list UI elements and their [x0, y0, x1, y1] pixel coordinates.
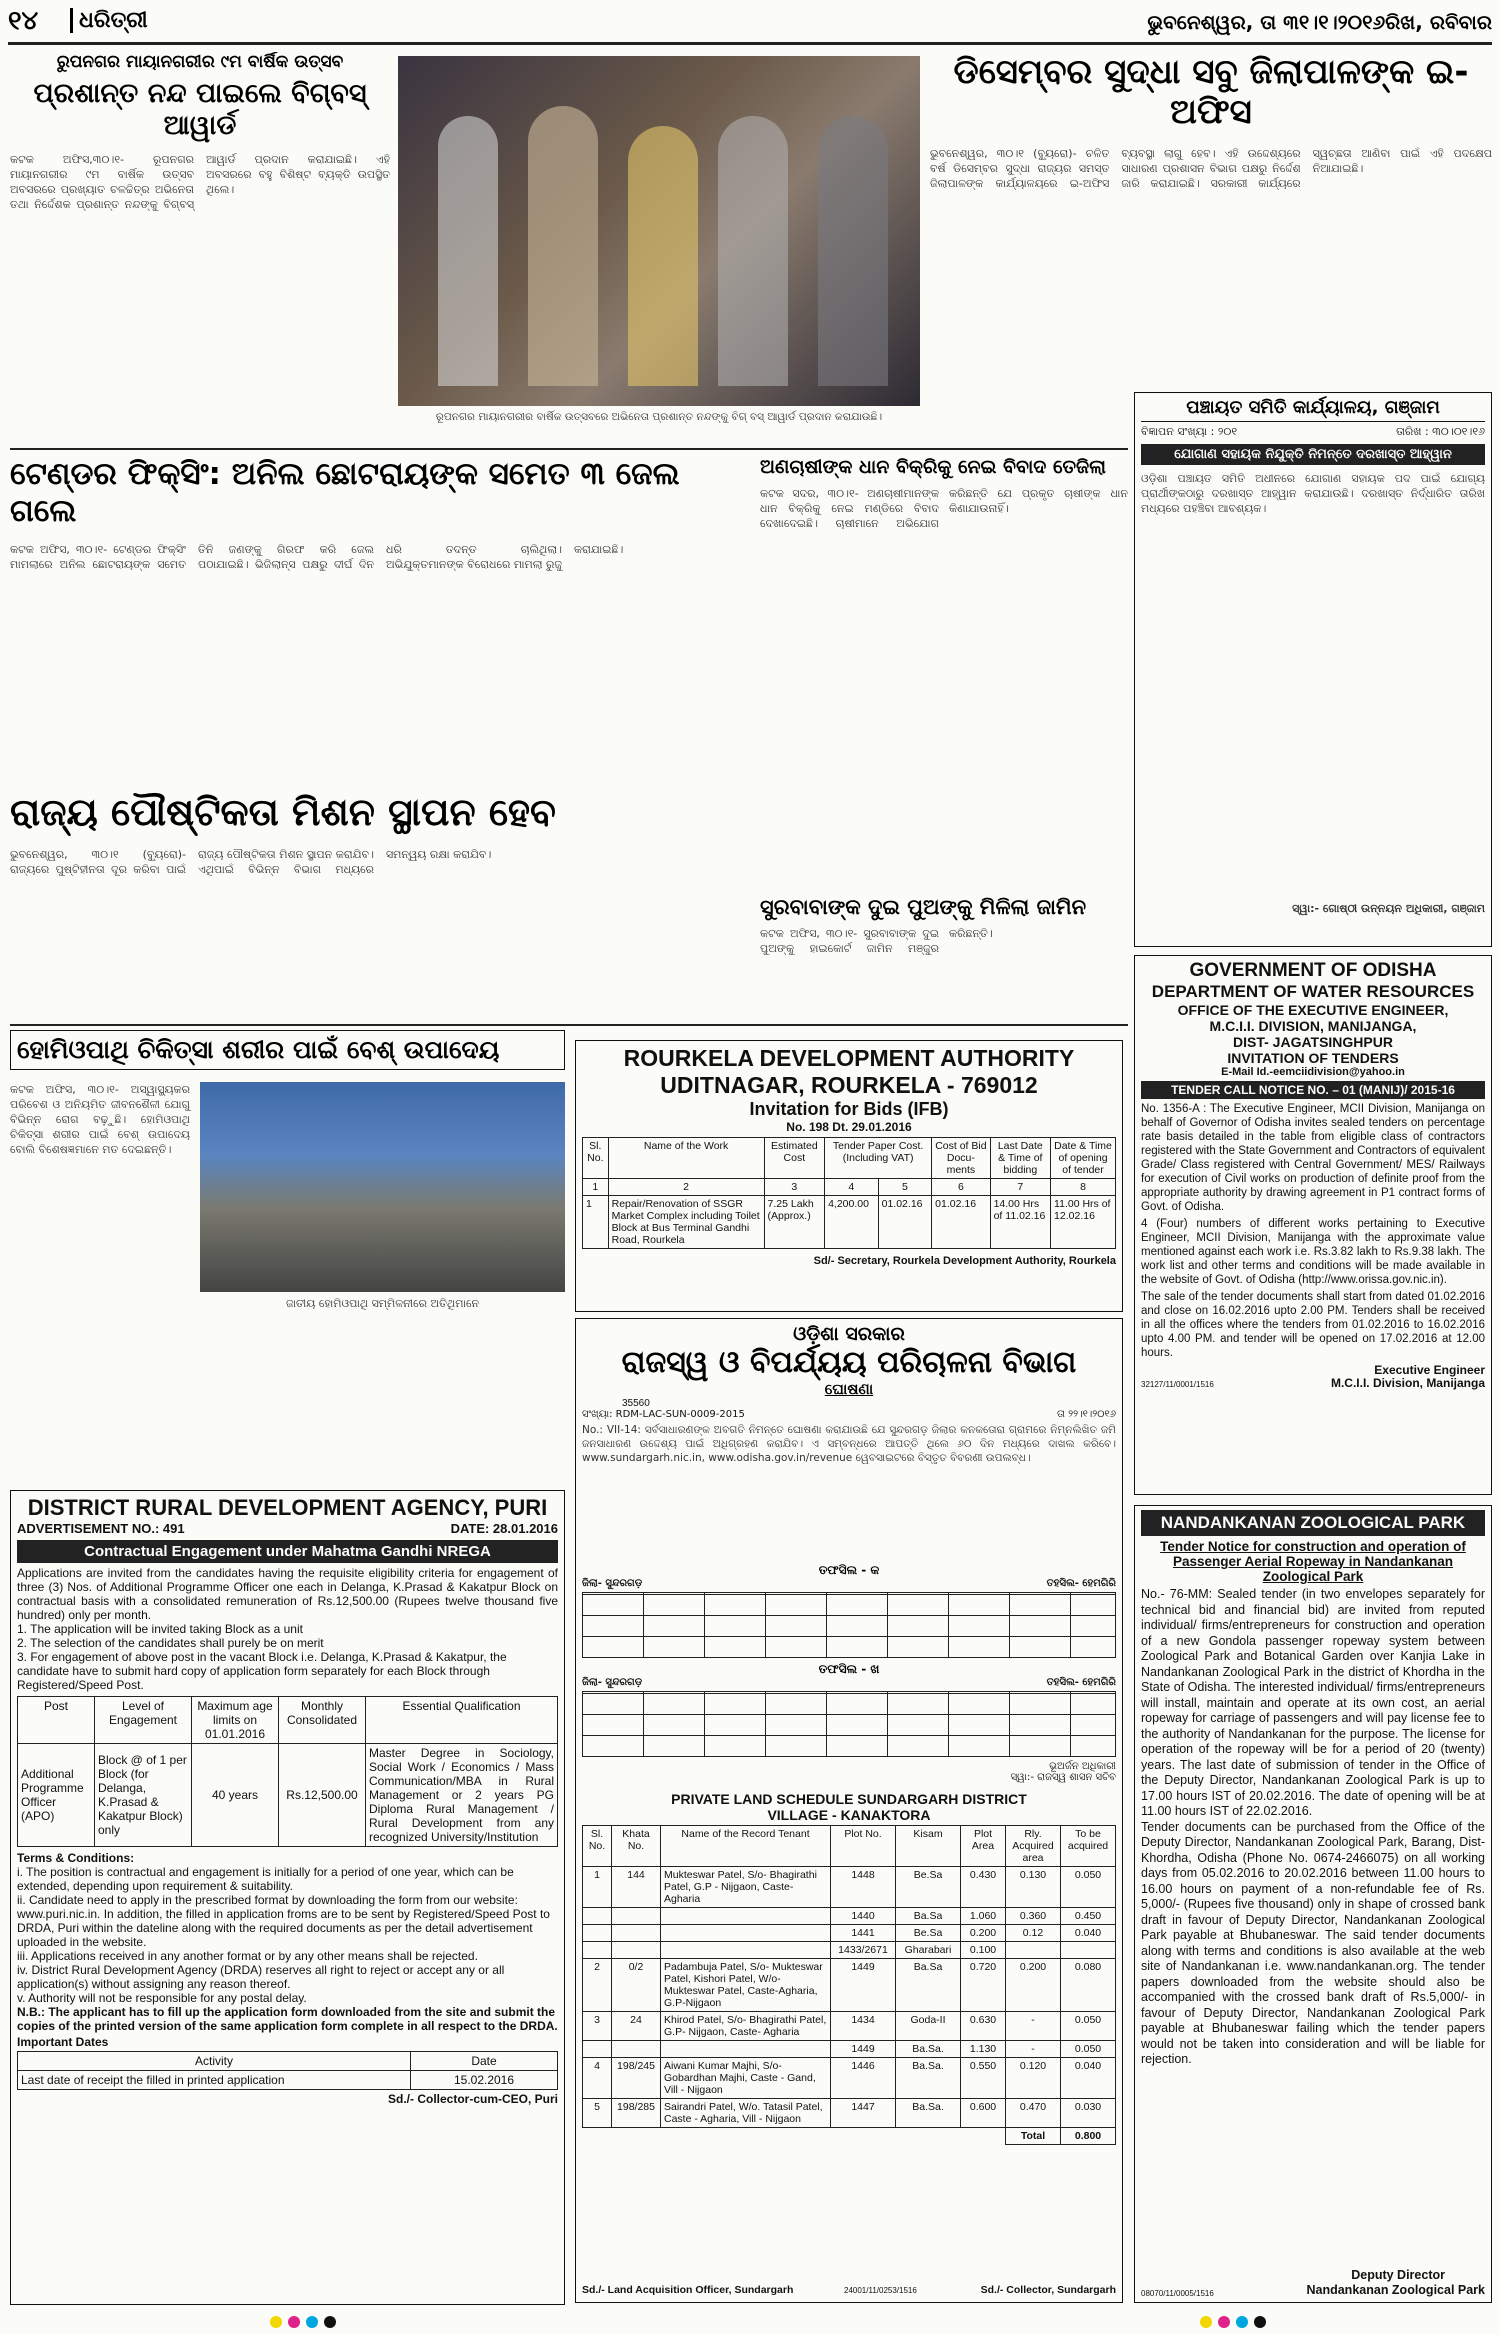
nk-title: NANDANKANAN ZOOLOGICAL PARK	[1141, 1510, 1485, 1536]
story-eoffice-headline: ଡିସେମ୍ବର ସୁଦ୍ଧା ସବୁ ଜିଲାପାଳଙ୍କ ଇ-ଅଫିସ	[953, 52, 1469, 132]
ls-total: 0.800	[1061, 2128, 1116, 2145]
rda-th-sl: Sl. No.	[583, 1138, 609, 1179]
rda-idx: 3	[764, 1179, 825, 1196]
wr-office: OFFICE OF THE EXECUTIVE ENGINEER,	[1177, 1002, 1449, 1018]
land-schedule-cell: 1.060	[961, 1908, 1006, 1925]
drda-cell: Block @ of 1 per Block (for Delanga, K.Prasad & Kakatpur Block) only	[95, 1744, 192, 1847]
rda-th-open: Date & Time of opening of tender	[1051, 1138, 1116, 1179]
rev-sched-b: ତଫସିଲ - ଖ	[818, 1662, 880, 1676]
land-schedule-row	[583, 2058, 1116, 2099]
drda-terms-title: Terms & Conditions:	[17, 1851, 135, 1865]
land-schedule-cell: 1433/2671	[831, 1942, 896, 1959]
drda-adv: ADVERTISEMENT NO.: 491	[17, 1521, 185, 1536]
drda-date: DATE: 28.01.2016	[450, 1521, 558, 1536]
land-schedule-cell: 4	[583, 2058, 612, 2099]
story-tender-fixing-body: କଟକ ଅଫିସ, ୩୦।୧- ଟେଣ୍ଡର ଫିକ୍ସିଂ ମାମଲାରେ ଅନିଲ ଛୋଟରାୟଙ୍କ ସମେତ ତିନି ଜଣଙ୍କୁ ଗିରଫ କରି ଜେଲ ପଠାଯାଇଛି। ଭିଜିଲାନ୍ସ ପକ୍ଷରୁ ଦୀର୍ଘ ଦିନ ଧରି ତଦନ୍ତ ଚାଲିଥିଲା। ଅଭିଯୁକ୍ତମାନଙ୍କ ବିରୋଧରେ ମାମଲା ରୁଜୁ କରାଯାଇଛି।	[10, 543, 624, 571]
land-schedule-cell: 144	[612, 1867, 661, 1908]
story-bail-headline: ସୁରବାବାଙ୍କ ଦୁଇ ପୁଅଙ୍କୁ ମିଳିଲା ଜାମିନ	[760, 895, 1087, 919]
story-paddy-body: କଟକ ସଦର, ୩୦।୧- ଅଣଚାଷୀମାନଙ୍କ ଧାନ ବିକ୍ରିକୁ ନେଇ ମଣ୍ଡିରେ ବିବାଦ ଦେଖାଦେଇଛି। ଚାଷୀମାନେ ଅଭିଯୋଗ କରିଛନ୍ତି ଯେ ପ୍ରକୃତ ଚାଷୀଙ୍କ ଧାନ କିଣାଯାଉନାହିଁ।	[760, 487, 1128, 530]
drda-act-h: Activity	[18, 2052, 411, 2071]
wr-ref: 32127/11/0001/1516	[1141, 1380, 1214, 1389]
wr-sign2: M.C.I.I. Division, Manijanga	[1330, 1376, 1485, 1390]
story-nutrition	[10, 790, 750, 1020]
land-schedule-cell: 1.130	[961, 2041, 1006, 2058]
story-tender-fixing	[10, 456, 750, 786]
land-schedule-row	[583, 1942, 1116, 1959]
rev-code: 35560	[622, 1398, 650, 1409]
nk-ref: 08070/11/0005/1516	[1141, 2289, 1214, 2298]
rda-th-work: Name of the Work	[608, 1138, 764, 1179]
rev-district-b: ଜିଲା- ସୁନ୍ଦରଗଡ଼	[582, 1677, 643, 1688]
drda-nb: N.B.: The applicant has to fill up the application form downloaded from the site and submit the copies of the printed version of the same application form complete in all respect to the DRDA.	[17, 2005, 558, 2033]
drda-puri	[10, 1490, 565, 2305]
nk-body1: No.- 76-MM: Sealed tender (in two envelopes separately for technical bid and financial bid) are invited from reputed individual/ firms/entrepreneurs for construction and operation of a new Gondola passenger ropeway system between Zoological Park and Botanical Garden over Kanjia Lake in Nandankanan Zoological Park in the district of Khordha in the State of Odisha. The interested individual/ firms/entrepreneurs will install, maintain and operate at its own cost, an aerial ropeway for carriage of passengers and will pay license fee to the authority of Nandankanan for the purpose. The license for operation of the ropeway will be for a period of 20 (twenty) years. The last date of submission of tender in the Office of the Deputy Director, Nandankanan Zoological Park is up to 17.00 hours IST of 20.02.2016. The date of opening will be at 11.00 hours IST of 22.02.2016.	[1141, 1587, 1485, 1818]
ls-th: Rly. Acquired area	[1006, 1826, 1061, 1867]
land-schedule-cell: 5	[583, 2099, 612, 2128]
story-award-headline: ପ୍ରଶାନ୍ତ ନନ୍ଦ ପାଇଲେ ବିଗ୍‌ବସ୍ ଆୱାର୍ଡ	[33, 78, 367, 141]
rev-dept: ରାଜସ୍ୱ ଓ ବିପର୍ଯ୍ୟୟ ପରିଚାଳନା ବିଭାଗ	[621, 1345, 1077, 1380]
story-award-body: କଟକ ଅଫିସ,୩୦।୧- ରୂପନଗର ମାୟାନଗରୀର ୯ମ ବାର୍ଷିକ ଉତ୍ସବ ଅବସରରେ ପ୍ରଖ୍ୟାତ ଚଳଚ୍ଚିତ୍ର ଅଭିନେତା ତଥା ନିର୍ଦ୍ଦେଶକ ପ୍ରଶାନ୍ତ ନନ୍ଦଙ୍କୁ ବିଗ୍‌ବସ୍ ଆୱାର୍ଡ ପ୍ରଦାନ କରାଯାଇଛି। ଏହି ଅବସରରେ ବହୁ ବିଶିଷ୍ଟ ବ୍ୟକ୍ତି ଉପସ୍ଥିତ ଥିଲେ।	[10, 153, 390, 211]
ls-th: To be acquired	[1061, 1826, 1116, 1867]
land-schedule-cell: 1441	[831, 1925, 896, 1942]
rda-address: UDITNAGAR, ROURKELA - 769012	[660, 1072, 1038, 1098]
rev-sign-code: 24001/11/0253/1516	[844, 2286, 917, 2295]
land-schedule-cell: Mukteswar Patel, S/o- Bhagirathi Patel, G.P - Nijgaon, Caste-Agharia	[661, 1867, 831, 1908]
rev-sign-left: Sd./- Land Acquisition Officer, Sundargarh	[582, 2284, 794, 2296]
land-schedule-cell: 0.12	[1006, 1925, 1061, 1942]
ls-th: Khata No.	[612, 1826, 661, 1867]
drda-point: 3. For engagement of above post in the vacant Block i.e. Delanga, K.Prasad & Kakatpur, the candidate have to submit hard copy of application form separately for each Block through Registered/Speed Post.	[17, 1650, 507, 1692]
land-schedule-cell: 198/245	[612, 2058, 661, 2099]
drda-cell: Master Degree in Sociology, Social Work / Economics / Mass Communication/MBA in Rural Management or 2 years PG Diploma Rural Management / Rural Development from any recognized University/Institution	[366, 1744, 558, 1847]
land-schedule-row	[583, 2041, 1116, 2058]
land-schedule-cell: 0/2	[612, 1959, 661, 2012]
rda-no: No. 198 Dt. 29.01.2016	[786, 1120, 912, 1134]
land-schedule-cell: 1	[583, 1867, 612, 1908]
drda-date-h: Date	[411, 2052, 558, 2071]
drda-th: Level of Engagement	[95, 1697, 192, 1744]
nk-sign1: Deputy Director	[1351, 2268, 1445, 2282]
rda-sign: Sd/- Secretary, Rourkela Development Authority, Rourkela	[813, 1255, 1116, 1267]
drda-dates-table	[17, 2051, 558, 2090]
revenue-notice	[575, 1318, 1123, 2303]
land-schedule-row	[583, 1959, 1116, 2012]
rourkela-ifb	[575, 1040, 1123, 1312]
land-schedule-cell: 0.030	[1061, 2099, 1116, 2128]
drda-term: v. Authority will not be responsible for any postal delay.	[17, 1991, 307, 2005]
land-schedule-cell: Padambuja Patel, S/o- Mukteswar Patel, Kishori Patel, W/o- Mukteswar Patel, Caste-Agharia, G.P-Nijgaon	[661, 1959, 831, 2012]
drda-act-date: 15.02.2016	[411, 2071, 558, 2090]
rev-schedule-title1: PRIVATE LAND SCHEDULE SUNDARGARH DISTRICT	[671, 1791, 1027, 1807]
drda-cell: Additional Programme Officer (APO)	[18, 1744, 95, 1847]
drda-cell: 40 years	[192, 1744, 279, 1847]
rda-cell: 01.02.16	[878, 1196, 932, 1249]
wr-body2: 4 (Four) numbers of different works pertaining to Executive Engineer, MCII Division, Manijanga with the approximate value mentioned against each work i.e. Rs.3.82 lakh to Rs.9.38 lakh. The work list and other terms and conditions will be made available in the website of Govt. of Odisha (http://www.orissa.gov.nic.in).	[1141, 1218, 1485, 1286]
rev-district-a: ଜିଲା- ସୁନ୍ଦରଗଡ଼	[582, 1578, 643, 1589]
panchayat-notice	[1134, 392, 1492, 947]
land-schedule-row	[583, 1908, 1116, 1925]
land-schedule-cell: 0.630	[961, 2012, 1006, 2041]
drda-th: Monthly Consolidated	[279, 1697, 366, 1744]
ls-th: Plot Area	[961, 1826, 1006, 1867]
ls-th: Kisam	[896, 1826, 961, 1867]
ls-total-label: Total	[1006, 2128, 1061, 2145]
drda-table	[17, 1696, 558, 1847]
drda-th: Essential Qualification	[366, 1697, 558, 1744]
rev-sched-b-grid	[582, 1691, 1116, 1757]
land-schedule-cell	[612, 1942, 661, 1959]
rda-title: ROURKELA DEVELOPMENT AUTHORITY	[623, 1045, 1075, 1071]
drda-dates-title: Important Dates	[17, 2035, 109, 2049]
rda-idx: 5	[878, 1179, 932, 1196]
rda-cell: 7.25 Lakh (Approx.)	[764, 1196, 825, 1249]
reg-mark	[324, 2316, 336, 2328]
land-schedule-cell	[583, 1908, 612, 1925]
drda-bar: Contractual Engagement under Mahatma Gandhi NREGA	[17, 1540, 558, 1563]
wr-dept: DEPARTMENT OF WATER RESOURCES	[1151, 982, 1475, 1001]
story-nutrition-body: ଭୁବନେଶ୍ୱର, ୩୦।୧ (ବ୍ୟୁରୋ)- ରାଜ୍ୟରେ ପୁଷ୍ଟିହୀନତା ଦୂର କରିବା ପାଇଁ ରାଜ୍ୟ ପୌଷ୍ଟିକତା ମିଶନ ସ୍ଥାପନ କରାଯିବ। ଏଥିପାଇଁ ବିଭିନ୍ନ ବିଭାଗ ମଧ୍ୟରେ ସମନ୍ୱୟ ରକ୍ଷା କରାଯିବ।	[10, 848, 492, 876]
rda-th-paper: Tender Paper Cost. (Including VAT)	[825, 1138, 932, 1179]
panchayat-date: ତାରିଖ : ୩୦।୦୧।୧୬	[1396, 425, 1485, 438]
land-schedule-cell: 0.050	[1061, 2012, 1116, 2041]
land-schedule-cell: Be.Sa	[896, 1867, 961, 1908]
rev-body: No.: VII-14: ସର୍ବସାଧାରଣଙ୍କ ଅବଗତି ନିମନ୍ତେ ଘୋଷଣା କରାଯାଉଛି ଯେ ସୁନ୍ଦରଗଡ଼ ଜିଲାର କନକତୋରା ଗ୍ରାମରେ ନିମ୍ନଲିଖିତ ଜମି ଜନସାଧାରଣ ଉଦ୍ଦେଶ୍ୟ ପାଇଁ ଅଧିଗ୍ରହଣ କରାଯିବ। ଏ ସମ୍ବନ୍ଧରେ ଆପତ୍ତି ଥିଲେ ୬୦ ଦିନ ମଧ୍ୟରେ ଦାଖଲ କରିବେ। www.sundargarh.nic.in, www.odisha.gov.in/revenue ୱେବସାଇଟରେ ବିସ୍ତୃତ ବିବରଣୀ ଉପଲବ୍ଧ।	[582, 1424, 1116, 1464]
wr-invitation: INVITATION OF TENDERS	[1227, 1050, 1399, 1066]
land-schedule-cell: 1446	[831, 2058, 896, 2099]
rda-cell: Repair/Renovation of SSGR Market Complex including Toilet Block at Bus Terminal Gandhi Road, Rourkela	[608, 1196, 764, 1249]
land-schedule-cell: 1447	[831, 2099, 896, 2128]
rda-table	[582, 1137, 1116, 1249]
drda-term: iv. District Rural Development Agency (DRDA) reserves all right to reject or accept any or all application(s) without assigning any reason thereof.	[17, 1963, 505, 1991]
land-schedule-cell: 0.050	[1061, 1867, 1116, 1908]
rda-idx: 6	[932, 1179, 990, 1196]
drda-th: Maximum age limits on 01.01.2016	[192, 1697, 279, 1744]
land-schedule-cell	[583, 2041, 612, 2058]
panchayat-signoff: ସ୍ୱା:- ଗୋଷ୍ଠୀ ଉନ୍ନୟନ ଅଧିକାରୀ, ଗଞ୍ଜାମ	[1292, 902, 1485, 915]
land-schedule-cell	[661, 2041, 831, 2058]
reg-mark	[1218, 2316, 1230, 2328]
drda-term: i. The position is contractual and engagement is initially for a period of one year, which can be extended, depending upon requirement & suitability.	[17, 1865, 514, 1893]
drda-title: DISTRICT RURAL DEVELOPMENT AGENCY, PURI	[27, 1495, 548, 1520]
wr-district: DIST- JAGATSINGHPUR	[1233, 1034, 1393, 1050]
land-schedule-cell: Ba.Sa.	[896, 2058, 961, 2099]
story-nutrition-headline: ରାଜ୍ୟ ପୌଷ୍ଟିକତା ମିଶନ ସ୍ଥାପନ ହେବ	[10, 790, 556, 834]
rev-sign-right: Sd./- Collector, Sundargarh	[980, 2284, 1116, 2296]
land-schedule-cell: Ba.Sa.	[896, 2041, 961, 2058]
land-schedule-cell: Be.Sa	[896, 1925, 961, 1942]
drda-cell: Rs.12,500.00	[279, 1744, 366, 1847]
panchayat-bar: ଯୋଗାଣ ସହାୟକ ନିଯୁକ୍ତି ନିମନ୍ତେ ଦରଖାସ୍ତ ଆହ୍ୱାନ	[1141, 444, 1485, 465]
rev-tahasil-b: ତହସିଲ- ହେମଗିରି	[1046, 1677, 1116, 1688]
land-schedule-cell	[583, 1925, 612, 1942]
drda-term: ii. Candidate need to apply in the prescribed format by downloading the form from our website: www.puri.nic.in. In addition, the filled in application froms are to be sent by Registered/Speed Post to DRDA, Puri within the dateline along with the required documents as per the detail advertisement uploaded in the website.	[17, 1893, 550, 1949]
land-schedule-cell: 0.040	[1061, 1925, 1116, 1942]
story-paddy	[760, 456, 1128, 886]
wr-bar: TENDER CALL NOTICE NO. – 01 (MANIJ)/ 2015-16	[1141, 1081, 1485, 1099]
rev-gov: ଓଡ଼ିଶା ସରକାର	[793, 1323, 905, 1345]
land-schedule-cell	[661, 1942, 831, 1959]
nk-body2: Tender documents can be purchased from the Office of the Deputy Director, Nandankanan Zoological Park, Barang, Dist- Khordha, Odisha (Phone No. 0674-2466075) on all working days from 05.02.2016 to 20.02.2016 between 11.00 hours to 16.00 hours on payment of a non-refundable fee of Rs. 5,000/- (Rupees five thousand) only in shape of crossed bank draft in favour of Deputy Director, Nandankanan Zoological Park payable at Bhubaneswar. The said tender documents along with terms and conditions is also available at the web site of Nandankanan i.e. www.nandankanan.org. The tender papers downloaded from the website should also be accompanied with the crossed bank draft of Rs.5,000/- in favour of Deputy Director, Nandankanan Zoological Park payable at Bhubaneswar failing which the tender papers would not be taken into consideration and will be liable for rejection.	[1141, 1819, 1485, 2066]
rda-th-bid: Cost of Bid Docu-ments	[932, 1138, 990, 1179]
rev-sched-a: ତଫସିଲ - କ	[818, 1563, 880, 1577]
rda-idx: 8	[1051, 1179, 1116, 1196]
land-schedule-cell: 0.100	[961, 1942, 1006, 1959]
ls-th: Plot No.	[831, 1826, 896, 1867]
land-schedule-cell: 0.450	[1061, 1908, 1116, 1925]
rda-ifb: Invitation for Bids (IFB)	[749, 1099, 949, 1119]
ls-th: Sl. No.	[583, 1826, 612, 1867]
story-homeopathy-body-cont	[10, 1315, 565, 1475]
rda-idx: 1	[583, 1179, 609, 1196]
drda-point: 2. The selection of the candidates shall purely be on merit	[17, 1636, 324, 1650]
story-homeopathy	[10, 1030, 565, 1485]
land-schedule-cell: Goda-II	[896, 2012, 961, 2041]
land-schedule-cell	[661, 1908, 831, 1925]
rule-1	[10, 448, 1128, 450]
land-schedule-cell: Ba.Sa	[896, 1908, 961, 1925]
land-schedule-cell	[612, 2041, 661, 2058]
land-schedule-cell: 1449	[831, 2041, 896, 2058]
land-schedule-row	[583, 1867, 1116, 1908]
land-schedule-cell	[612, 1925, 661, 1942]
rda-cell: 1	[583, 1196, 609, 1249]
wr-body3: The sale of the tender documents shall start from dated 01.02.2016 and close on 16.02.2016 upto 2.00 PM. Tenders shall be received in all the offices where the tenders from 01.02.2016 to 16.02.2016 upto 4.00 PM. and tender will be opened on 17.02.2016 at 12.00 hours.	[1141, 1291, 1485, 1359]
land-schedule-cell: Aiwani Kumar Majhi, S/o- Gobardhan Majhi, Caste - Gand, Vill - Nijgaon	[661, 2058, 831, 2099]
rev-ghoshana: ଘୋଷଣା	[824, 1380, 874, 1398]
rda-cell: 11.00 Hrs of 12.02.16	[1051, 1196, 1116, 1249]
drda-intro: Applications are invited from the candidates having the requisite eligibility criteria for engagement of three (3) Nos. of Additional Programme Officer one each in Delanga, K.Prasad & Kakatpur Block on contractual basis with a consolidated remuneration of Rs.12,500.00 (Rupees twelve thousand five hundred) only per month.	[17, 1566, 558, 1622]
reg-mark	[306, 2316, 318, 2328]
story-award	[10, 52, 390, 442]
land-schedule-cell: Khirod Patel, S/o- Bhagirathi Patel, G.P- Nijgaon, Caste- Agharia	[661, 2012, 831, 2041]
land-schedule-cell: -	[1006, 2041, 1061, 2058]
land-schedule-cell: 198/285	[612, 2099, 661, 2128]
wr-body1: No. 1356-A : The Executive Engineer, MCII Division, Manijanga on behalf of Governor of Odisha invites sealed tenders on percentage rate basis detailed in the table from eligible class of contractors registered with the State Government and Contractors of equivalent Grade/ Class registered with Central Government/ MES/ Railways for execution of Civil works on production of definite proof from the appropriate authority by drawing agreement in P1 contract forms of Govt. of Odisha.	[1141, 1103, 1485, 1213]
page-number: ୧୪	[8, 6, 39, 36]
land-schedule-cell: 1449	[831, 1959, 896, 2012]
story-bail	[760, 895, 1128, 1020]
drda-point: 1. The application will be invited taking Block as a unit	[17, 1622, 303, 1636]
drda-sign: Sd./- Collector-cum-CEO, Puri	[387, 2092, 558, 2106]
land-schedule-cell: 3	[583, 2012, 612, 2041]
panchayat-body: ଓଡ଼ିଶା ପଞ୍ଚାୟତ ସମିତି ଅଧୀନରେ ଯୋଗାଣ ସହାୟକ ପଦ ପାଇଁ ଯୋଗ୍ୟ ପ୍ରାର୍ଥୀଙ୍କଠାରୁ ଦରଖାସ୍ତ ଆହ୍ୱାନ କରାଯାଉଛି। ଦରଖାସ୍ତ ନିର୍ଦ୍ଧାରିତ ତାରିଖ ମଧ୍ୟରେ ପହଞ୍ଚିବା ଆବଶ୍ୟକ।	[1141, 472, 1485, 515]
nandankanan-tender	[1134, 1505, 1492, 2303]
panchayat-notice-no: ବିଜ୍ଞାପନ ସଂଖ୍ୟା : ୨୦୧	[1141, 425, 1238, 438]
rda-cell: 4,200.00	[825, 1196, 879, 1249]
land-schedule-cell: 24	[612, 2012, 661, 2041]
land-schedule-cell: Ba.Sa	[896, 1959, 961, 2012]
land-schedule-row	[583, 2012, 1116, 2041]
homeopathy-photo-caption: ଜାତୀୟ ହୋମିଓପାଥି ସମ୍ମିଳନୀରେ ଅତିଥିମାନେ	[285, 1297, 480, 1310]
land-schedule-cell	[1006, 1942, 1061, 1959]
land-schedule-cell: 0.200	[961, 1925, 1006, 1942]
rev-tahasil-a: ତହସିଲ- ହେମଗିରି	[1046, 1578, 1116, 1589]
story-award-kicker: ରୁପନଗର ମାୟାନଗରୀର ୯ମ ବାର୍ଷିକ ଉତ୍ସବ	[56, 52, 344, 72]
land-schedule-cell	[661, 1925, 831, 1942]
paper-name: ଧରିତ୍ରୀ	[70, 8, 148, 33]
drda-th: Post	[18, 1697, 95, 1744]
land-schedule-table	[582, 1825, 1116, 2145]
panchayat-title: ପଞ୍ଚାୟତ ସମିତି କାର୍ଯ୍ୟାଳୟ, ଗଞ୍ଜାମ	[1141, 397, 1485, 422]
nk-sign2: Nandankanan Zoological Park	[1306, 2283, 1485, 2297]
land-schedule-cell: Sairandri Patel, W/o. Tatasil Patel, Caste - Agharia, Vill - Nijgaon	[661, 2099, 831, 2128]
land-schedule-cell: 0.050	[1061, 2041, 1116, 2058]
rda-th-cost: Estimated Cost	[764, 1138, 825, 1179]
land-schedule-cell	[1061, 1942, 1116, 1959]
land-schedule-row	[583, 2099, 1116, 2128]
land-schedule-cell	[583, 1942, 612, 1959]
land-schedule-cell	[612, 1908, 661, 1925]
masthead-rule	[8, 42, 1492, 45]
land-schedule-cell: 0.080	[1061, 1959, 1116, 2012]
award-photo-caption: ରୂପନଗର ମାୟାନଗରୀର ବାର୍ଷିକ ଉତ୍ସବରେ ଅଭିନେତା ପ୍ରଶାନ୍ତ ନନ୍ଦଙ୍କୁ ବିଗ୍ ବସ୍ ଆୱାର୍ଡ ପ୍ରଦାନ କରାଯାଉଛି।	[435, 411, 883, 423]
rda-idx: 2	[608, 1179, 764, 1196]
reg-mark	[288, 2316, 300, 2328]
rev-no: ସଂଖ୍ୟା: RDM-LAC-SUN-0009-2015	[582, 1409, 745, 1420]
land-schedule-cell: -	[1006, 2012, 1061, 2041]
wr-email: E-Mail Id.-eemciidivision@yahoo.in	[1221, 1066, 1405, 1078]
reg-mark	[1236, 2316, 1248, 2328]
land-schedule-cell: 0.550	[961, 2058, 1006, 2099]
story-bail-body: କଟକ ଅଫିସ, ୩୦।୧- ସୁରବାବାଙ୍କ ଦୁଇ ପୁଅଙ୍କୁ ହାଇକୋର୍ଟ ଜାମିନ ମଞ୍ଜୁର କରିଛନ୍ତି।	[760, 927, 993, 955]
wr-gov: GOVERNMENT OF ODISHA	[1189, 960, 1437, 981]
land-schedule-cell: 1434	[831, 2012, 896, 2041]
rev-signoff1: ଭୂଅର୍ଜନ ଅଧିକାରୀ	[1049, 1761, 1116, 1772]
rda-th-last: Last Date & Time of bidding	[990, 1138, 1050, 1179]
rev-schedule-title2: VILLAGE - KANAKTORA	[767, 1807, 931, 1823]
rev-sched-a-grid	[582, 1592, 1116, 1658]
land-schedule-cell: 2	[583, 1959, 612, 2012]
land-schedule-row	[583, 1925, 1116, 1942]
rule-2	[10, 1024, 1128, 1026]
land-schedule-cell: 0.200	[1006, 1959, 1061, 2012]
rda-cell: 01.02.16	[932, 1196, 990, 1249]
land-schedule-cell: 0.430	[961, 1867, 1006, 1908]
land-schedule-cell: Ba.Sa.	[896, 2099, 961, 2128]
reg-mark	[1254, 2316, 1266, 2328]
rda-cell: 14.00 Hrs of 11.02.16	[990, 1196, 1050, 1249]
story-tender-fixing-headline: ଟେଣ୍ଡର ଫିକ୍ସିଂ: ଅନିଲ ଛୋଟରାୟଙ୍କ ସମେତ ୩ ଜେଲ ଗଲେ	[10, 456, 680, 529]
land-schedule-cell: 1440	[831, 1908, 896, 1925]
story-homeopathy-headline: ହୋମିଓପାଥି ଚିକିତ୍ସା ଶରୀର ପାଇଁ ବେଶ୍ ଉପାଦେୟ	[10, 1030, 565, 1070]
wr-sign1: Executive Engineer	[1374, 1363, 1485, 1377]
award-photo	[398, 56, 920, 406]
land-schedule-cell: 0.130	[1006, 1867, 1061, 1908]
land-schedule-cell: Gharabari	[896, 1942, 961, 1959]
reg-mark	[270, 2316, 282, 2328]
land-schedule-cell: 0.720	[961, 1959, 1006, 2012]
dateline: ଭୁବନେଶ୍ୱର, ତା ୩୧।୧।୨୦୧୬ରିଖ, ରବିବାର	[1147, 10, 1492, 34]
reg-mark	[1200, 2316, 1212, 2328]
homeopathy-photo	[200, 1082, 565, 1292]
rda-idx: 4	[825, 1179, 879, 1196]
masthead	[8, 6, 1492, 40]
story-paddy-headline: ଅଣଚାଷୀଙ୍କ ଧାନ ବିକ୍ରିକୁ ନେଇ ବିବାଦ ତେଜିଲା	[760, 456, 1107, 478]
drda-term: iii. Applications received in any another format or by any other means shall be rejected.	[17, 1949, 478, 1963]
water-resources-tender	[1134, 955, 1492, 1495]
wr-division: M.C.I.I. DIVISION, MANIJANGA,	[1209, 1018, 1417, 1034]
nk-subtitle: Tender Notice for construction and operation of Passenger Aerial Ropeway in Nandankanan Zoological Park	[1160, 1539, 1466, 1584]
ls-th: Name of the Record Tenant	[661, 1826, 831, 1867]
story-eoffice-body: ଭୁବନେଶ୍ୱର, ୩୦।୧ (ବ୍ୟୁରୋ)- ଚଳିତ ବର୍ଷ ଡିସେମ୍ବର ସୁଦ୍ଧା ରାଜ୍ୟର ସମସ୍ତ ଜିଲାପାଳଙ୍କ କାର୍ଯ୍ୟାଳୟରେ ଇ-ଅଫିସ ବ୍ୟବସ୍ଥା ଲାଗୁ ହେବ। ଏହି ଉଦ୍ଦେଶ୍ୟରେ ସାଧାରଣ ପ୍ରଶାସନ ବିଭାଗ ପକ୍ଷରୁ ନିର୍ଦ୍ଦେଶ ଜାରି କରାଯାଇଛି। ସରକାରୀ କାର୍ଯ୍ୟରେ ସ୍ୱଚ୍ଛତା ଆଣିବା ପାଇଁ ଏହି ପଦକ୍ଷେପ ନିଆଯାଇଛି।	[930, 147, 1492, 190]
land-schedule-cell: 0.600	[961, 2099, 1006, 2128]
land-schedule-cell: 0.360	[1006, 1908, 1061, 1925]
land-schedule-cell: 0.120	[1006, 2058, 1061, 2099]
land-schedule-cell: 0.470	[1006, 2099, 1061, 2128]
land-schedule-cell: 1448	[831, 1867, 896, 1908]
rev-no-date: ତା ୨୨।୧।୨୦୧୬	[1056, 1409, 1116, 1420]
story-eoffice	[930, 52, 1492, 382]
land-schedule-cell: 0.040	[1061, 2058, 1116, 2099]
story-homeopathy-body: କଟକ ଅଫିସ, ୩୦।୧- ଅସ୍ୱାସ୍ଥ୍ୟକର ପରିବେଶ ଓ ଅନିୟମିତ ଜୀବନଶୈଳୀ ଯୋଗୁ ବିଭିନ୍ନ ରୋଗ ବଢ଼ୁଛି। ହୋମିଓପାଥି ଚିକିତ୍ସା ଶରୀର ପାଇଁ ବେଶ୍ ଉପାଦେୟ ବୋଲି ବିଶେଷଜ୍ଞମାନେ ମତ ଦେଇଛନ୍ତି।	[10, 1083, 190, 1156]
rev-signoff2: ସ୍ୱା:- ରାଜସ୍ୱ ଶାସନ ସଚିବ	[1010, 1772, 1116, 1783]
drda-act: Last date of receipt the filled in printed application	[18, 2071, 411, 2090]
rda-idx: 7	[990, 1179, 1050, 1196]
